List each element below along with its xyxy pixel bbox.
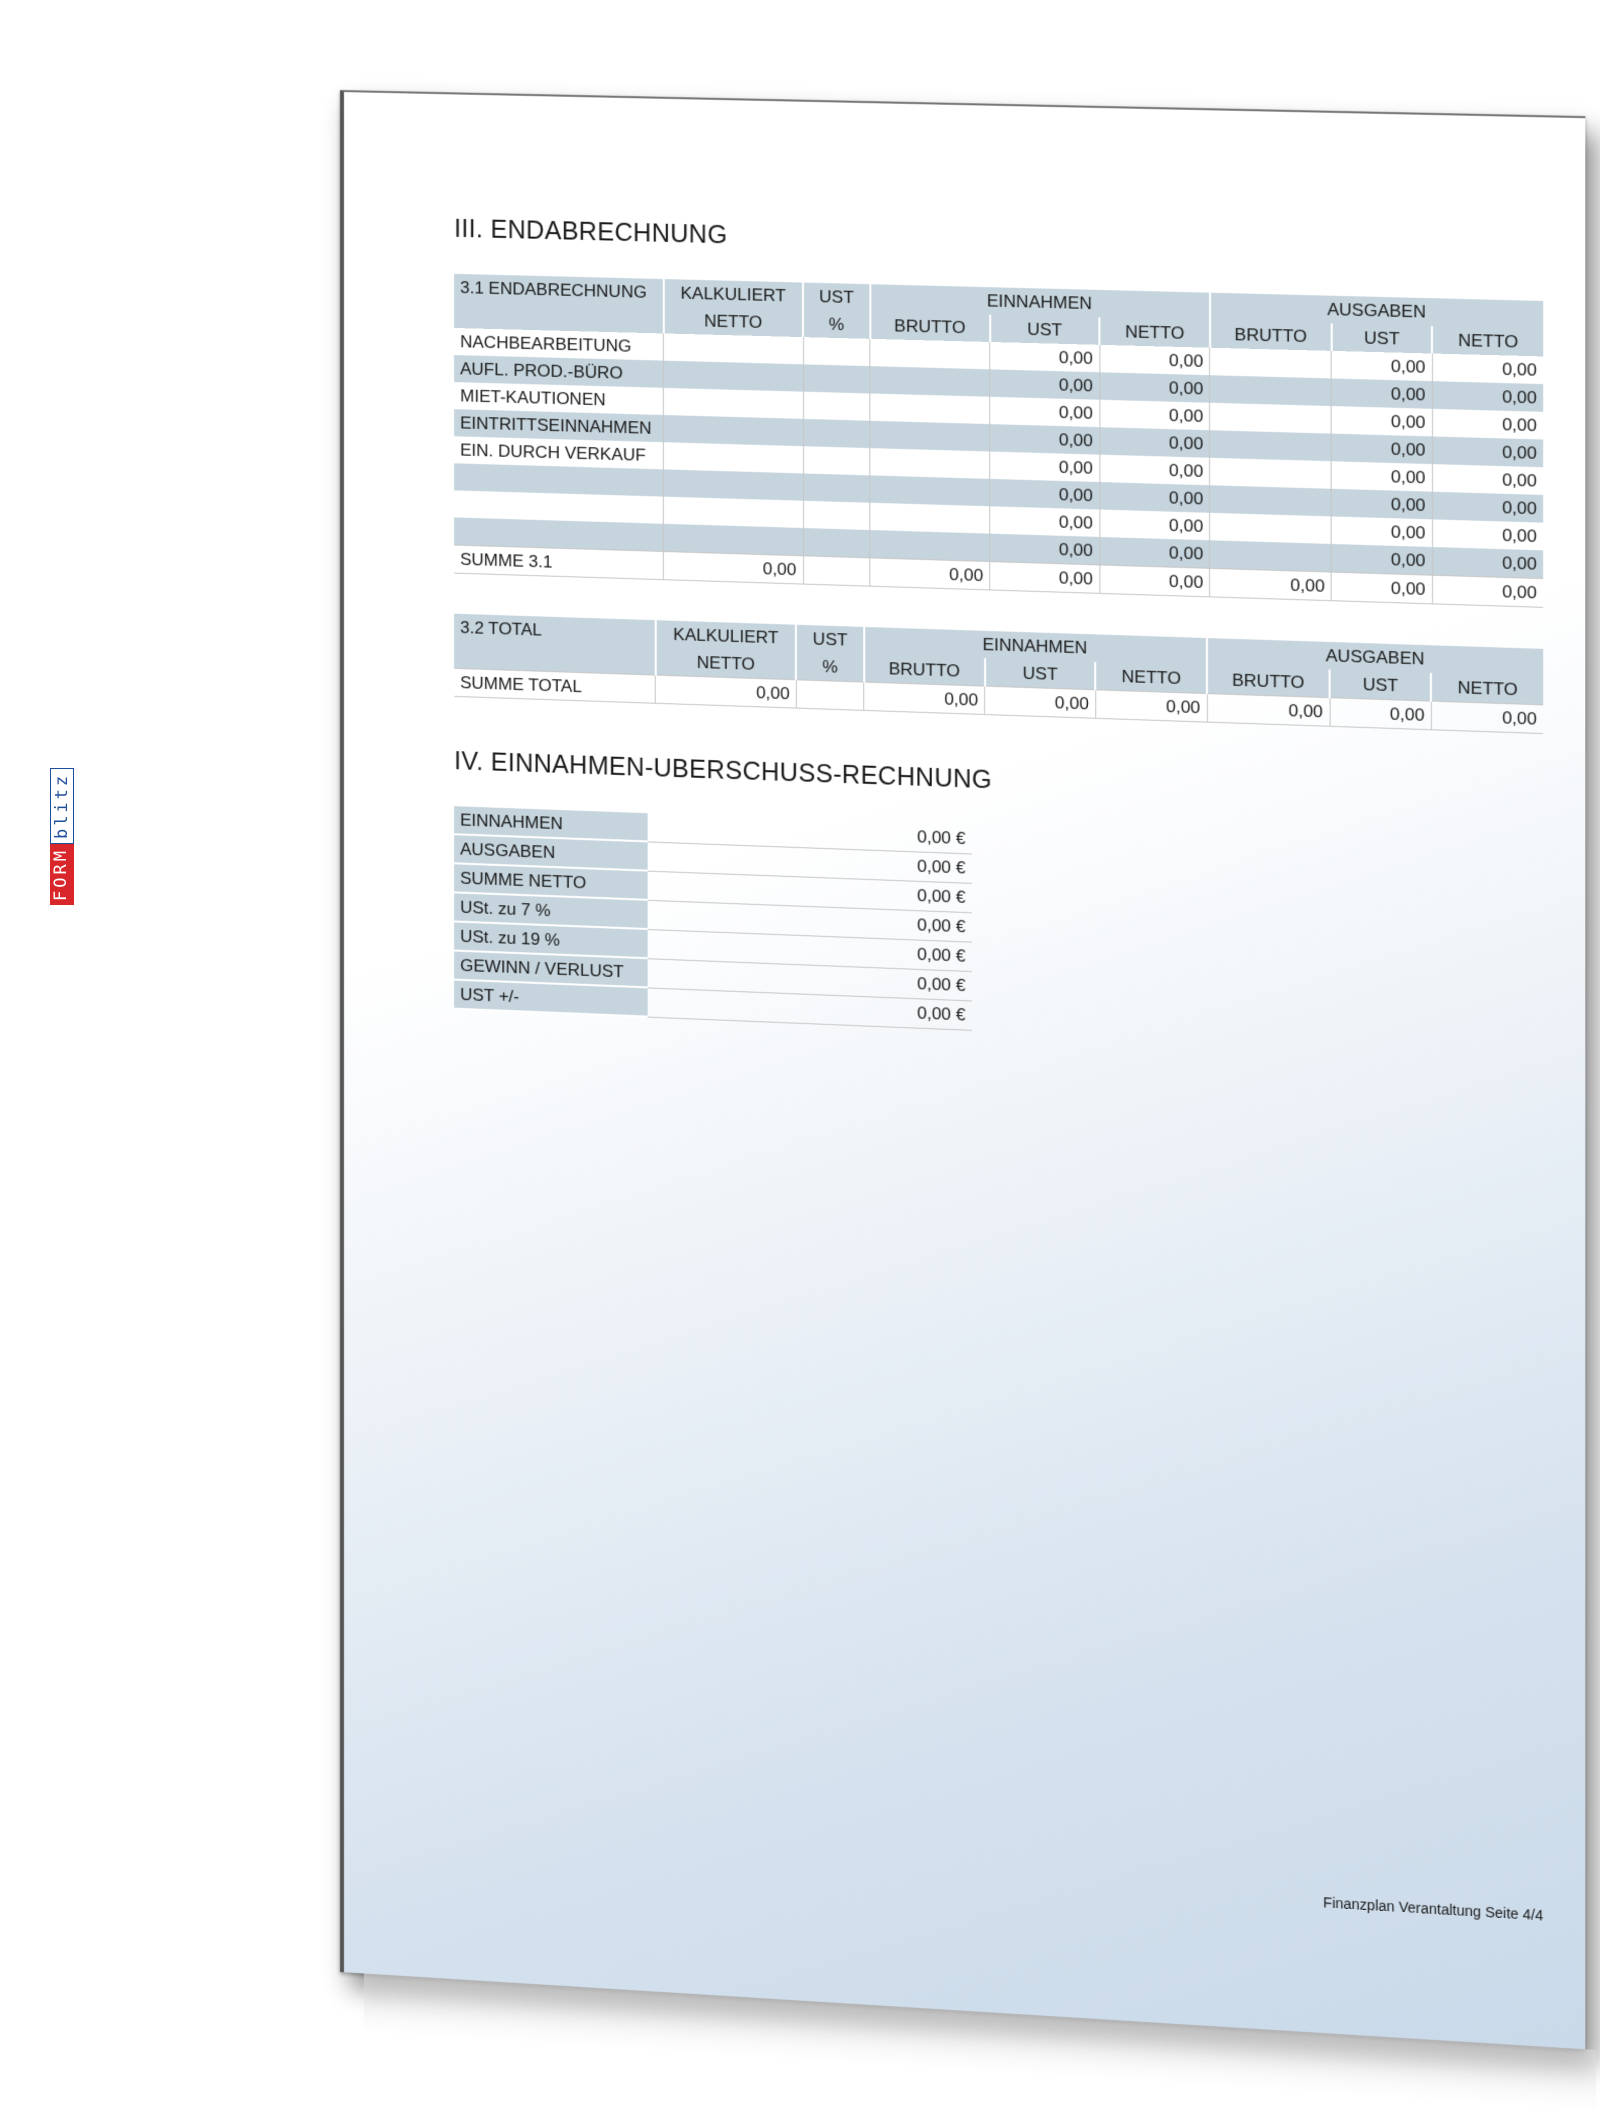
sum-label: SUMME TOTAL	[454, 668, 655, 703]
sum-einnahmen-netto: 0,00	[1100, 565, 1210, 597]
row-ust-pct	[803, 419, 870, 448]
header-ausgaben: AUSGABEN	[1207, 638, 1543, 677]
row-einnahmen-netto: 0,00	[1100, 537, 1210, 568]
row-ausgaben-brutto	[1210, 430, 1332, 461]
logo-part-blitz: blitz	[50, 768, 74, 844]
header-ausgaben: AUSGABEN	[1210, 293, 1543, 329]
row-einnahmen-brutto	[870, 366, 990, 397]
row-einnahmen-netto: 0,00	[1100, 400, 1210, 431]
row-ausgaben-netto: 0,00	[1432, 464, 1543, 495]
row-einnahmen-netto: 0,00	[1100, 427, 1210, 458]
row-kalk	[663, 497, 803, 528]
row-ausgaben-netto: 0,00	[1432, 381, 1543, 412]
header-netto-kalk: NETTO	[663, 306, 803, 337]
row-ausgaben-brutto	[1210, 540, 1332, 572]
header-einnahmen-ust: UST	[990, 315, 1100, 345]
header-kalkuliert: KALKULIERT	[656, 620, 797, 652]
row-einnahmen-brutto	[870, 530, 990, 562]
formblitz-logo	[50, 768, 74, 905]
header-netto-kalk: NETTO	[656, 647, 797, 679]
row-einnahmen-ust: 0,00	[990, 534, 1100, 565]
row-einnahmen-ust: 0,00	[990, 479, 1100, 510]
row-einnahmen-ust: 0,00	[990, 369, 1100, 399]
row-ust-pct	[803, 473, 870, 502]
sum-ausgaben-ust: 0,00	[1332, 572, 1433, 604]
section-4-title: IV. EINNAHMEN-UBERSCHUSS-RECHNUNG	[454, 747, 993, 795]
row-kalk	[663, 442, 803, 473]
header-einnahmen: EINNAHMEN	[870, 284, 1210, 320]
summary-label: SUMME NETTO	[454, 863, 648, 900]
row-kalk	[663, 361, 803, 392]
row-ausgaben-ust: 0,00	[1332, 434, 1433, 464]
row-einnahmen-brutto	[870, 421, 990, 452]
row-label: MIET-KAUTIONEN	[460, 385, 606, 409]
sum-ust-pct	[796, 680, 864, 711]
row-kalk	[663, 469, 803, 500]
sum-einnahmen-ust: 0,00	[985, 686, 1096, 718]
summary-value: 0,00 €	[648, 958, 972, 1000]
sum-ausgaben-netto: 0,00	[1431, 701, 1543, 733]
summary-value: 0,00 €	[648, 871, 972, 913]
sum-ausgaben-netto: 0,00	[1432, 575, 1543, 607]
header-ust: UST	[796, 625, 864, 654]
row-kalk	[663, 415, 803, 446]
row-ausgaben-netto: 0,00	[1432, 436, 1543, 467]
row-ausgaben-brutto	[1210, 513, 1332, 544]
row-ust-pct	[803, 501, 870, 530]
summary-value: 0,00 €	[648, 841, 972, 882]
sum-kalk: 0,00	[663, 551, 803, 584]
row-ust-pct	[803, 528, 870, 558]
summary-value: 0,00 €	[648, 813, 972, 853]
row-einnahmen-ust: 0,00	[990, 451, 1100, 482]
header-ausgaben-brutto: BRUTTO	[1210, 320, 1332, 351]
row-ausgaben-ust: 0,00	[1332, 406, 1433, 436]
sum-ust-pct	[803, 556, 870, 586]
row-ausgaben-netto: 0,00	[1432, 409, 1543, 440]
summary-label: USt. zu 19 %	[454, 921, 648, 958]
row-kalk	[663, 388, 803, 419]
header-einnahmen-netto: NETTO	[1100, 317, 1210, 347]
table-3-2-title: 3.2 TOTAL	[454, 614, 655, 648]
table-4	[454, 806, 972, 1031]
row-ausgaben-netto: 0,00	[1432, 354, 1543, 385]
row-ust-pct	[803, 446, 870, 475]
summary-label: UST +/-	[454, 980, 648, 1017]
row-ausgaben-netto: 0,00	[1432, 519, 1543, 550]
row-einnahmen-ust: 0,00	[990, 397, 1100, 427]
row-ausgaben-netto: 0,00	[1432, 492, 1543, 523]
summary-label: GEWINN / VERLUST	[454, 951, 648, 988]
header-ausgaben-netto: NETTO	[1432, 326, 1543, 357]
row-ust-pct	[803, 337, 870, 366]
row-ausgaben-netto: 0,00	[1432, 547, 1543, 579]
header-einnahmen-brutto: BRUTTO	[870, 312, 990, 342]
row-ausgaben-brutto	[1210, 458, 1332, 489]
row-kalk	[663, 524, 803, 556]
sum-einnahmen-netto: 0,00	[1096, 690, 1207, 722]
sum-ausgaben-brutto: 0,00	[1207, 694, 1330, 727]
header-ausgaben-netto: NETTO	[1431, 673, 1543, 705]
logo-part-form: FORM	[50, 844, 74, 905]
row-einnahmen-ust: 0,00	[990, 506, 1100, 537]
table-3-1	[454, 274, 1543, 608]
table-4-body	[454, 806, 972, 1030]
row-einnahmen-netto: 0,00	[1100, 455, 1210, 486]
row-label: EINTRITTSEINNAHMEN	[454, 409, 663, 442]
sum-einnahmen-brutto: 0,00	[864, 682, 985, 714]
header-einnahmen-netto: NETTO	[1096, 662, 1207, 694]
sum-ausgaben-brutto: 0,00	[1210, 568, 1332, 600]
row-ausgaben-ust: 0,00	[1332, 351, 1433, 381]
row-ausgaben-ust: 0,00	[1332, 489, 1433, 520]
table-3-2	[454, 614, 1543, 734]
sum-einnahmen-ust: 0,00	[990, 562, 1100, 594]
row-einnahmen-ust: 0,00	[990, 424, 1100, 455]
summary-label: EINNAHMEN	[454, 806, 648, 841]
sum-ausgaben-ust: 0,00	[1330, 698, 1432, 730]
row-ausgaben-brutto	[1210, 375, 1332, 406]
header-kalkuliert: KALKULIERT	[663, 279, 803, 310]
row-label: EIN. DURCH VERKAUF	[460, 439, 646, 465]
row-ausgaben-ust: 0,00	[1332, 516, 1433, 547]
header-ausgaben-brutto: BRUTTO	[1207, 666, 1330, 698]
row-ausgaben-ust: 0,00	[1332, 544, 1433, 575]
row-ust-pct	[803, 364, 870, 393]
page-footer: Finanzplan Verantaltung Seite 4/4	[1323, 1894, 1544, 1924]
header-ausgaben-ust: UST	[1330, 670, 1432, 702]
row-kalk	[663, 333, 803, 364]
sum-label: SUMME 3.1	[454, 545, 663, 580]
section-3-title: III. ENDABRECHNUNG	[454, 214, 728, 250]
row-einnahmen-ust: 0,00	[990, 342, 1100, 372]
table-3-1-body	[454, 328, 1543, 579]
summary-label: USt. zu 7 %	[454, 892, 648, 929]
row-einnahmen-brutto	[870, 393, 990, 424]
row-einnahmen-brutto	[870, 503, 990, 534]
sum-kalk: 0,00	[656, 675, 797, 708]
row-einnahmen-netto: 0,00	[1100, 345, 1210, 375]
table-3-1-title: 3.1 ENDABRECHNUNG	[454, 274, 663, 306]
row-einnahmen-netto: 0,00	[1100, 372, 1210, 402]
row-ausgaben-ust: 0,00	[1332, 461, 1433, 492]
document-page	[340, 90, 1585, 2049]
header-percent: %	[803, 310, 870, 339]
summary-value: 0,00 €	[648, 900, 972, 942]
header-einnahmen-brutto: BRUTTO	[864, 654, 985, 686]
row-einnahmen-netto: 0,00	[1100, 510, 1210, 541]
summary-value: 0,00 €	[648, 929, 972, 971]
row-ausgaben-brutto	[1210, 485, 1332, 516]
header-percent: %	[796, 652, 864, 682]
row-ausgaben-brutto	[1210, 348, 1332, 379]
row-label: AUFL. PROD.-BÜRO	[454, 355, 663, 388]
page-content	[454, 215, 1543, 1055]
summary-label: AUSGABEN	[454, 834, 648, 870]
row-einnahmen-brutto	[870, 475, 990, 506]
summary-value: 0,00 €	[648, 987, 972, 1029]
header-einnahmen: EINNAHMEN	[864, 627, 1207, 666]
row-ausgaben-ust: 0,00	[1332, 378, 1433, 408]
row-einnahmen-brutto	[870, 448, 990, 479]
row-ausgaben-brutto	[1210, 403, 1332, 434]
header-ust: UST	[803, 283, 870, 312]
row-label: NACHBEARBEITUNG	[460, 331, 632, 356]
row-ust-pct	[803, 392, 870, 421]
header-ausgaben-ust: UST	[1332, 323, 1433, 353]
row-einnahmen-brutto	[870, 339, 990, 370]
row-einnahmen-netto: 0,00	[1100, 482, 1210, 513]
sum-einnahmen-brutto: 0,00	[870, 558, 990, 590]
header-einnahmen-ust: UST	[985, 658, 1096, 690]
